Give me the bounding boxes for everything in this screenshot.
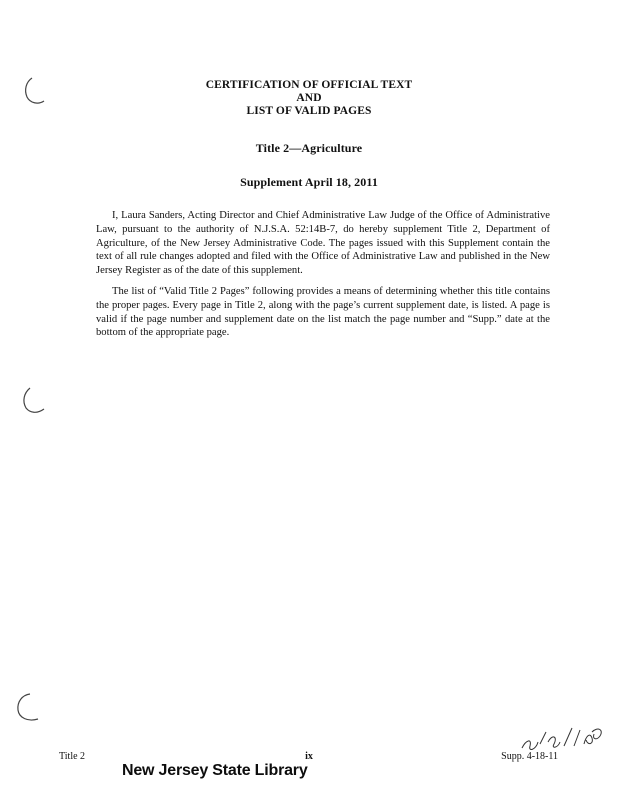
footer-supplement-date: Supp. 4-18-11 [501, 751, 558, 762]
library-stamp: New Jersey State Library [122, 762, 308, 779]
certification-paragraph: I, Laura Sanders, Acting Director and Chief Administrative Law Judge of the Office of Administrative Law, pursuant to the authority of N.J.S.A. 52:14B-7, do hereby supplement Title 2, Department of Agriculture, of the New Jersey Administrative Code. The pages issued with this Supplement contain the text of all rule changes adopted and filed with the Office of Administrative Law and published in the New Jersey Register as of the date of this supplement. [96, 210, 550, 277]
heading-certification: CERTIFICATION OF OFFICIAL TEXT [205, 79, 413, 91]
heading-and: AND [296, 92, 322, 104]
supplement-date: Supplement April 18, 2011 [240, 175, 378, 189]
punch-hole-middle [20, 384, 50, 418]
valid-pages-paragraph: The list of “Valid Title 2 Pages” following provides a means of determining whether this title contains the proper pages. Every page in Title 2, along with the page’s current supplement date, is listed. A page is valid if the page number and supplement date on the list match the page number and “Supp.” date at the bottom of the appropriate page. [96, 286, 550, 339]
punch-hole-bottom [14, 690, 48, 726]
heading-list-of-valid-pages: LIST OF VALID PAGES [246, 105, 372, 117]
document-title: Title 2—Agriculture [255, 141, 363, 155]
footer-page-number: ix [305, 751, 313, 762]
footer-title: Title 2 [59, 751, 86, 762]
